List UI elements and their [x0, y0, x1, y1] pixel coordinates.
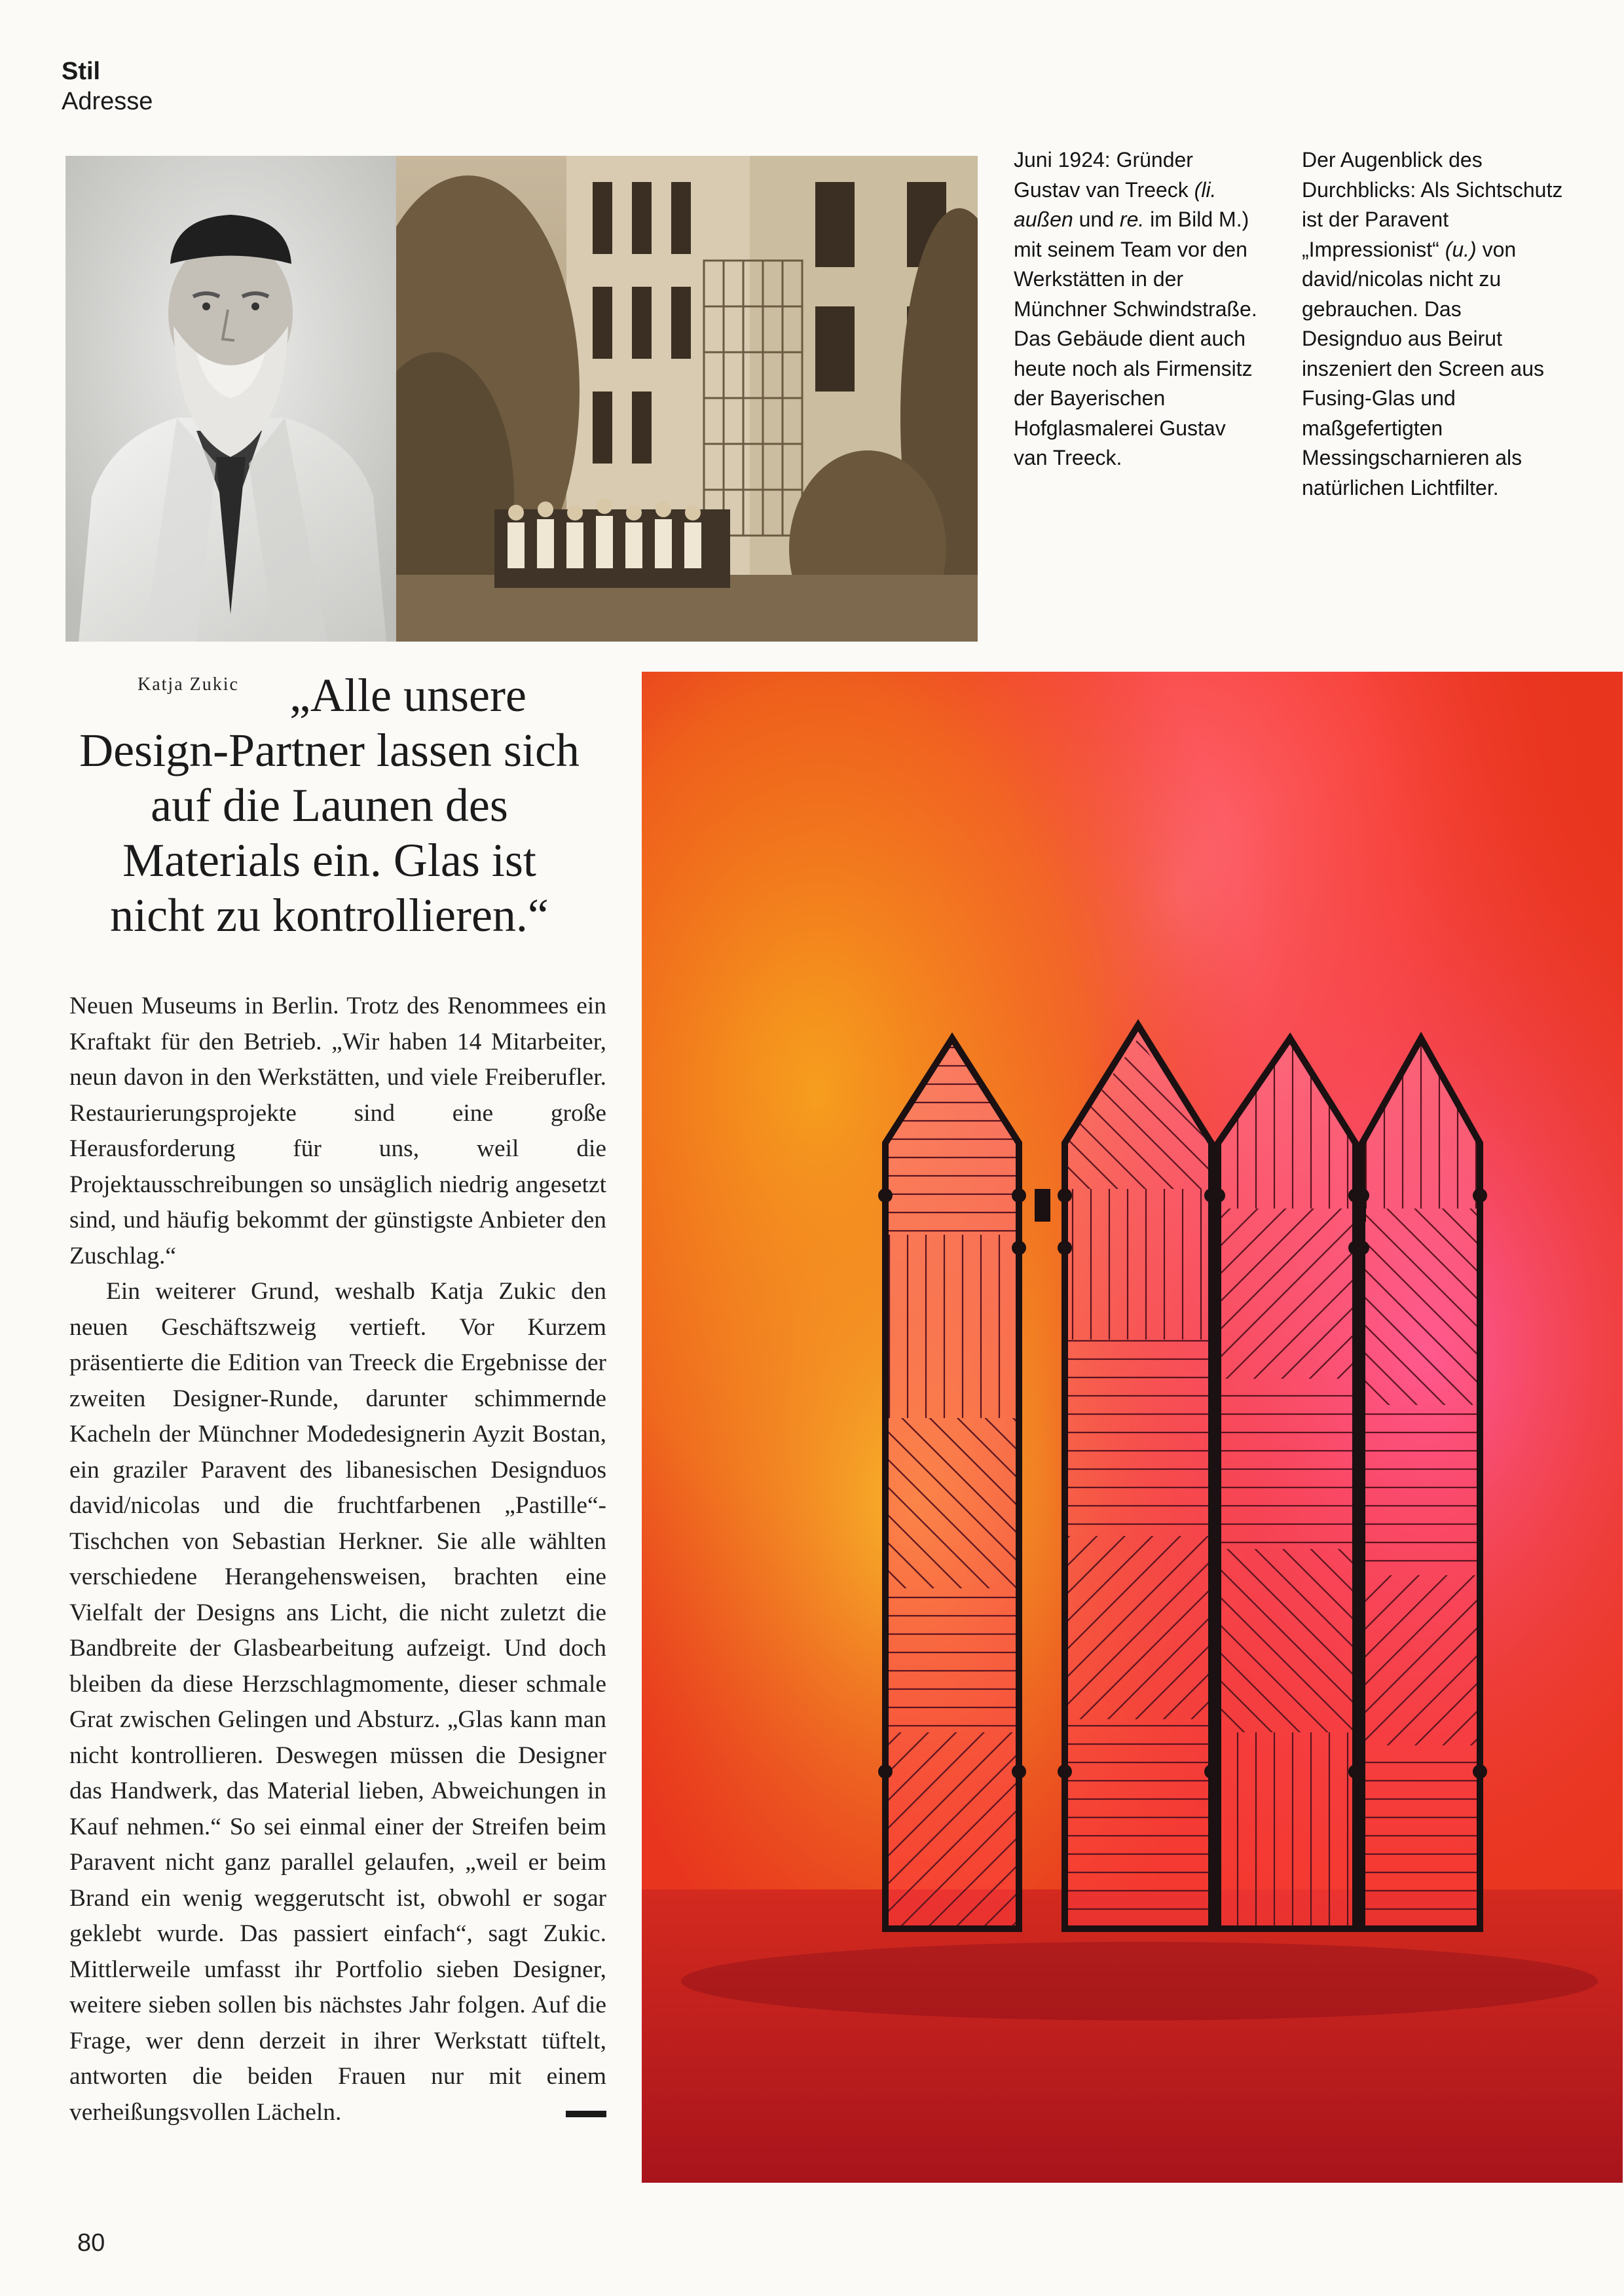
- pull-quote: [77, 668, 581, 943]
- paravent-illustration: [642, 672, 1623, 2183]
- page-number: 80: [77, 2229, 105, 2257]
- building-illustration: [396, 156, 978, 642]
- end-mark: [566, 2111, 606, 2117]
- quote-author: Katja Zukic: [138, 674, 239, 695]
- paravent-panel-center: [1211, 1038, 1362, 1929]
- caption-run: (li. außen: [1014, 177, 1217, 231]
- paravent-impressionist-photo: [642, 672, 1623, 2183]
- section-label-stil: Stil: [62, 58, 101, 85]
- caption-run: Der Augenblick des Durchblicks: Als Sichtschutz ist der Paravent „Impressionist“: [1302, 148, 1563, 261]
- caption-paravent-impressionist: [1302, 145, 1564, 503]
- body-paragraph-2: [69, 1274, 606, 2130]
- portrait-illustration: [65, 156, 396, 642]
- caption-workshop-1924: [1014, 145, 1263, 473]
- caption-run: im Bild M.) mit seinem Team vor den Werkstätten in der Münchner Schwindstraße. Das Gebäude dient auch heute noch als Firmensitz der Bayerischen Hofglasmalerei Gustav van Treeck.: [1014, 208, 1257, 469]
- portrait-photo-gustav-van-treeck: [65, 156, 396, 642]
- paravent-panel-left: [877, 1038, 1028, 1929]
- article-body: [69, 989, 606, 2130]
- caption-run: Juni 1924: Gründer Gustav van Treeck: [1014, 148, 1194, 202]
- section-label: [62, 56, 153, 117]
- paravent-panel-middle: [1058, 1025, 1222, 1929]
- body-paragraph-1: Neuen Museums in Berlin. Trotz des Renommees ein Kraftakt für den Betrieb. „Wir haben 14 Mitarbeiter, neun davon in den Werkstätten, und viele Freiberufler. Restaurierungsprojekte sind eine große Herausforderung für uns, weil die Projektausschreibungen so unsäglich niedrig angesetzt sind, und häufig bekommt der günstigste Anbieter den Zuschlag.“: [69, 993, 606, 1269]
- section-label-adresse: Adresse: [62, 88, 153, 115]
- caption-run: von david/nicolas nicht zu gebrauchen. Das Designduo aus Beirut inszeniert den Screen aus Fusing-Glas und maßgefertigten Messingscharnieren als natürlichen Lichtfilter.: [1302, 237, 1544, 500]
- team-photo-workshop-building: [396, 156, 978, 642]
- paravent-panel-right: [1356, 1038, 1486, 1929]
- caption-run: re.: [1119, 208, 1145, 231]
- caption-run: (u.): [1445, 237, 1477, 261]
- caption-run: und: [1073, 208, 1120, 231]
- pull-quote-text: „Alle unsere Design-Partner lassen sich auf die Launen des Materials ein. Glas ist nicht zu kontrollieren.“: [79, 669, 580, 941]
- body-paragraph-2-text: Ein weiterer Grund, weshalb Katja Zukic den neuen Geschäftszweig vertieft. Vor Kurzem präsentierte die Edition van Treeck die Ergebnisse der zweiten Designer-Runde, darunter schimmernde Kacheln der Münchner Modedesignerin Ayzit Bostan, ein graziler Paravent des libanesischen Designduos david/nicolas und die fruchtfarbenen „Pastille“-Tischchen von Sebastian Herkner. Sie alle wählten verschiedene Herangehensweisen, brachten eine Vielfalt der Designs ans Licht, die nicht zuletzt die Bandbreite der Glasbearbeitung aufzeigt. Und doch bleiben da diese Herzschlagmomente, dieser schmale Grat zwischen Gelingen und Absturz. „Glas kann man nicht kontrollieren. Deswegen müssen die Designer das Handwerk, das Material lieben, Abweichungen in Kauf nehmen.“ So sei einmal einer der Streifen beim Paravent nicht ganz parallel gelaufen, „weil er beim Brand ein wenig weggerutscht ist, obwohl er sogar geklebt wurde. Das passiert einfach“, sagt Zukic. Mittlerweile umfasst ihr Portfolio sieben Designer, weitere sieben sollen bis nächstes Jahr folgen. Auf die Frage, wer denn derzeit in ihrer Werkstatt tüftelt, antworten die beiden Frauen nur mit einem verheißungsvollen Lächeln.: [69, 1278, 606, 2126]
